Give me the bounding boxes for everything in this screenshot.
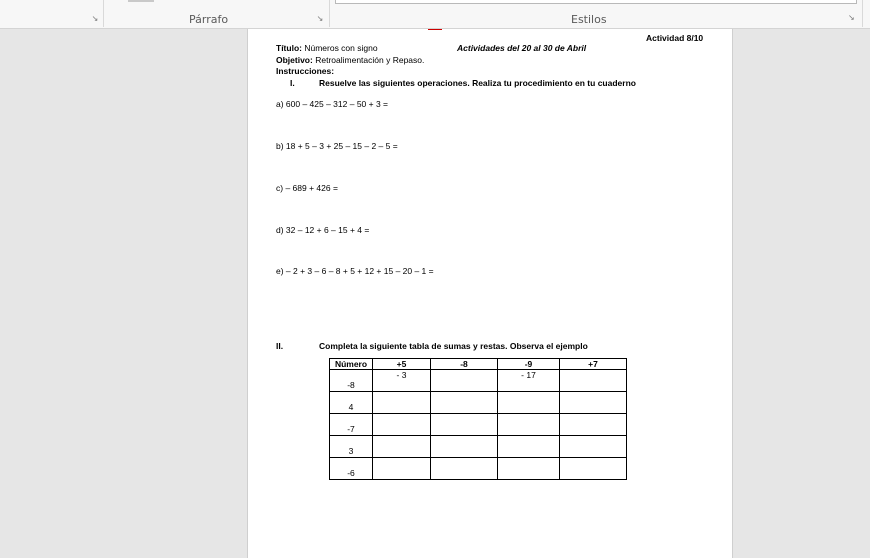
section1-heading: Resuelve las siguientes operaciones. Realiza tu procedimiento en tu cuaderno <box>319 78 636 88</box>
section2-number: II. <box>276 341 284 351</box>
document-page[interactable] <box>247 29 733 558</box>
activity-number: Actividad 8/10 <box>646 33 704 43</box>
table-header-cell: Número <box>330 359 373 370</box>
table-cell[interactable] <box>431 458 498 480</box>
table-cell[interactable] <box>560 414 627 436</box>
table-row <box>330 436 627 458</box>
table-header-row <box>330 359 627 370</box>
instructions-label: Instrucciones: <box>276 66 335 76</box>
table-cell[interactable] <box>498 436 560 458</box>
ribbon-gallery-button[interactable] <box>128 0 154 2</box>
table-cell[interactable] <box>498 414 560 436</box>
paragraph-group-label: Párrafo <box>189 13 229 26</box>
title-line <box>276 43 378 53</box>
table-cell[interactable] <box>373 458 431 480</box>
objective-label: Objetivo: <box>276 55 313 65</box>
dates: Actividades del 20 al 30 de Abril <box>457 43 587 53</box>
table-row <box>330 392 627 414</box>
section1-number: I. <box>290 78 295 88</box>
objective-value: Retroalimentación y Repaso. <box>315 55 425 65</box>
ribbon-separator <box>862 0 863 27</box>
table-cell[interactable] <box>560 392 627 414</box>
table-cell[interactable] <box>560 436 627 458</box>
table-cell[interactable] <box>373 436 431 458</box>
table-row-header: 3 <box>330 436 373 458</box>
table-cell[interactable] <box>560 370 627 392</box>
table-cell[interactable] <box>560 458 627 480</box>
ribbon-separator <box>329 0 330 27</box>
spelling-mark <box>428 29 442 30</box>
table-cell[interactable] <box>431 392 498 414</box>
section2-heading: Completa la siguiente tabla de sumas y restas. Observa el ejemplo <box>319 341 588 351</box>
table-row <box>330 414 627 436</box>
table-cell[interactable] <box>373 392 431 414</box>
table-cell[interactable] <box>431 414 498 436</box>
operation-e: e) – 2 + 3 – 6 – 8 + 5 + 12 + 15 – 20 – 1 = <box>276 266 434 276</box>
table-header-cell: +5 <box>373 359 431 370</box>
styles-gallery[interactable] <box>335 0 857 4</box>
table-header-cell: +7 <box>560 359 627 370</box>
operation-c: c) – 689 + 426 = <box>276 183 338 193</box>
table-cell[interactable]: - 3 <box>373 370 431 392</box>
table-cell[interactable] <box>373 414 431 436</box>
operation-a: a) 600 – 425 – 312 – 50 + 3 = <box>276 99 389 109</box>
title-value: Números con signo <box>304 43 378 53</box>
table-cell[interactable] <box>431 370 498 392</box>
table-cell[interactable]: - 17 <box>498 370 560 392</box>
table-cell[interactable] <box>498 392 560 414</box>
title-label: Título: <box>276 43 302 53</box>
table-cell[interactable] <box>431 436 498 458</box>
styles-more-icon[interactable]: ↘ <box>848 13 855 22</box>
ribbon-separator <box>103 0 104 27</box>
styles-group-label: Estilos <box>571 13 607 26</box>
table-header-cell: -8 <box>431 359 498 370</box>
operation-d: d) 32 – 12 + 6 – 15 + 4 = <box>276 225 370 235</box>
table-row-header: -8 <box>330 370 373 392</box>
font-dialog-launcher-icon[interactable]: ↘ <box>91 14 99 23</box>
ribbon <box>0 0 870 29</box>
paragraph-dialog-launcher-icon[interactable]: ↘ <box>316 14 324 23</box>
table-cell[interactable] <box>498 458 560 480</box>
operation-b: b) 18 + 5 – 3 + 25 – 15 – 2 – 5 = <box>276 141 398 151</box>
sums-table <box>329 358 627 480</box>
table-row-header: 4 <box>330 392 373 414</box>
table-header-cell: -9 <box>498 359 560 370</box>
objective-line <box>276 55 424 65</box>
table-row <box>330 458 627 480</box>
table-row <box>330 370 627 392</box>
table-row-header: -7 <box>330 414 373 436</box>
table-row-header: -6 <box>330 458 373 480</box>
